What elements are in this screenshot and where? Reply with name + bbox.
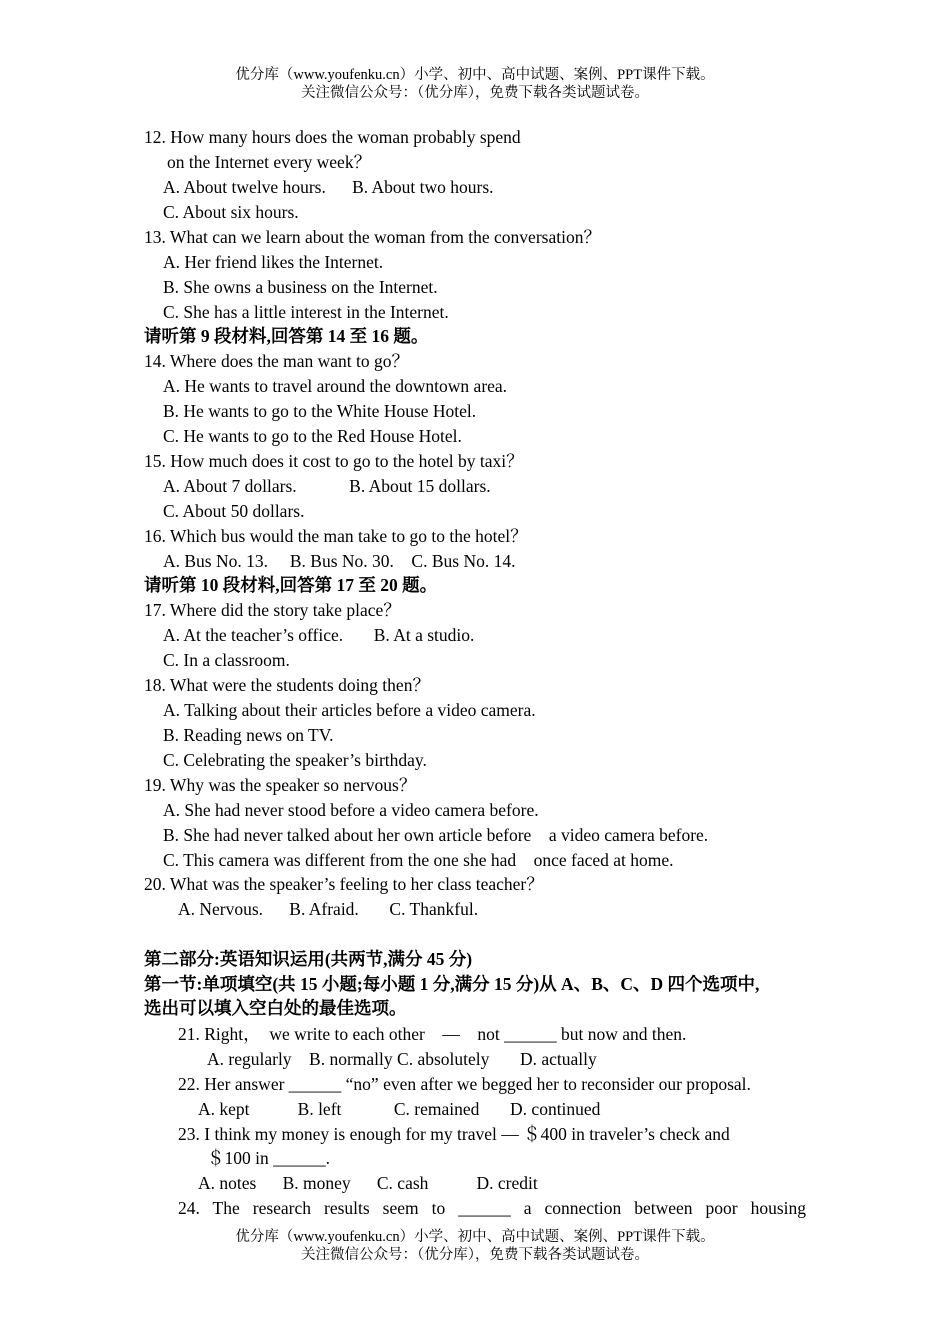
option-line: C. He wants to go to the Red House Hotel. <box>163 426 462 446</box>
page-footer <box>0 1228 950 1264</box>
option-line: A. About twelve hours. B. About two hours. <box>163 177 494 197</box>
header-line-1: 优分库（www.youfenku.cn）小学、初中、高中试题、案例、PPT课件下载。 <box>235 67 715 83</box>
option-line: B. She owns a business on the Internet. <box>163 277 438 297</box>
question-12-cont: on the Internet every week？ <box>167 152 372 172</box>
question-17: 17. Where did the story take place？ <box>144 600 401 620</box>
option-line: B. She had never talked about her own article before a video camera before. <box>163 825 709 845</box>
option-line: C. Celebrating the speaker’s birthday. <box>163 750 427 770</box>
option-line: C. She has a little interest in the Internet. <box>163 302 449 322</box>
question-22: 22. Her answer ______ “no” even after we begged her to reconsider our proposal. <box>178 1074 751 1094</box>
section-instruction: 请听第 9 段材料,回答第 14 至 16 题。 <box>144 326 429 346</box>
option-line: A. At the teacher’s office. B. At a studio. <box>163 625 475 645</box>
option-line: B. He wants to go to the White House Hotel. <box>163 401 477 421</box>
section-instruction: 请听第 10 段材料,回答第 17 至 20 题。 <box>144 575 438 595</box>
option-line: C. This camera was different from the one she had once faced at home. <box>163 850 674 870</box>
question-14: 14. Where does the man want to go？ <box>144 351 410 371</box>
question-12: 12. How many hours does the woman probably spend <box>144 127 521 147</box>
question-24: 24. The research results seem to ______ a connection between poor housing <box>178 1198 806 1218</box>
part-two-heading: 第二部分:英语知识运用(共两节,满分 45 分) <box>144 949 473 969</box>
option-line: A. Bus No. 13. B. Bus No. 30. C. Bus No. 14. <box>163 551 516 571</box>
question-23-cont: ＄100 in ______. <box>207 1148 330 1168</box>
option-line: B. Reading news on TV. <box>163 725 334 745</box>
option-line: A. Nervous. B. Afraid. C. Thankful. <box>178 899 479 919</box>
section-one-instruction: 第一节:单项填空(共 15 小题;每小题 1 分,满分 15 分)从 A、B、C、D 四个选项中, <box>144 974 760 994</box>
option-line: A. About 7 dollars. B. About 15 dollars. <box>163 476 491 496</box>
question-19: 19. Why was the speaker so nervous？ <box>144 775 417 795</box>
option-line: C. About six hours. <box>163 202 299 222</box>
page-header <box>0 66 950 102</box>
option-line: A. kept B. left C. remained D. continued <box>198 1099 601 1119</box>
question-13: 13. What can we learn about the woman from the conversation？ <box>144 227 601 247</box>
option-line: A. Her friend likes the Internet. <box>163 252 384 272</box>
question-18: 18. What were the students doing then？ <box>144 675 430 695</box>
footer-line-2: 关注微信公众号：（优分库），免费下载各类试题试卷。 <box>301 1247 649 1263</box>
option-line: A. notes B. money C. cash D. credit <box>198 1173 538 1193</box>
option-line: A. He wants to travel around the downtown area. <box>163 376 508 396</box>
option-line: A. regularly B. normally C. absolutely D. actually <box>207 1049 597 1069</box>
section-one-instruction-cont: 选出可以填入空白处的最佳选项。 <box>144 998 407 1018</box>
option-line: A. Talking about their articles before a video camera. <box>163 700 536 720</box>
header-line-2: 关注微信公众号：（优分库），免费下载各类试题试卷。 <box>301 85 649 101</box>
question-21: 21. Right， we write to each other — not ______ but now and then. <box>178 1024 687 1044</box>
option-line: C. In a classroom. <box>163 650 290 670</box>
question-15: 15. How much does it cost to go to the hotel by taxi？ <box>144 451 524 471</box>
option-line: C. About 50 dollars. <box>163 501 305 521</box>
footer-line-1: 优分库（www.youfenku.cn）小学、初中、高中试题、案例、PPT课件下载。 <box>235 1229 715 1245</box>
question-16: 16. Which bus would the man take to go to the hotel？ <box>144 526 528 546</box>
option-line: A. She had never stood before a video camera before. <box>163 800 539 820</box>
question-23: 23. I think my money is enough for my travel — ＄400 in traveler’s check and <box>178 1124 730 1144</box>
question-20: 20. What was the speaker’s feeling to her class teacher？ <box>144 874 544 894</box>
